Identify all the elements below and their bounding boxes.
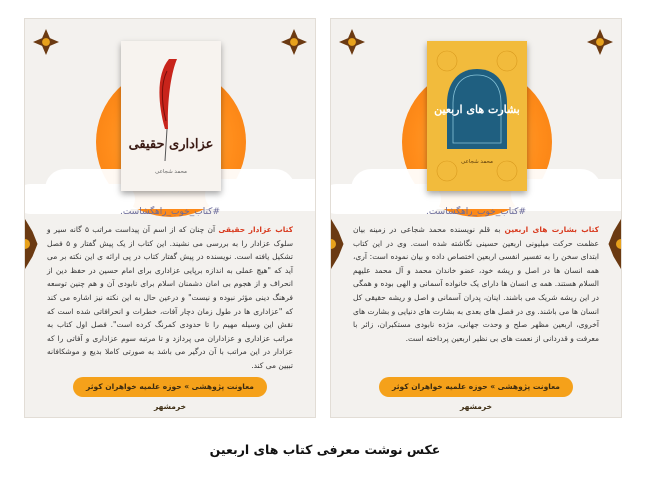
book-cover-right	[427, 41, 527, 191]
ornament-icon	[281, 29, 307, 55]
book-cover-left	[121, 41, 221, 191]
ornament-icon	[339, 29, 365, 55]
ornament-icon	[33, 29, 59, 55]
hashtag: #کتاب_خوب_راهگشاست.	[119, 207, 220, 217]
book-title: بشارت های اربعین	[434, 103, 520, 116]
book-author: محمد شجاعی	[154, 169, 187, 175]
footer-credit: معاونت پژوهشی » حوزه علمیه خواهران کوثر خرمشهر	[379, 377, 573, 397]
book-body: آن چنان که از اسم آن پیداست مراتب ۵ گانه سیر و سلوک عزادار را به بررسی می نشیند. این کتاب از یک پیش گفتار و ۵ فصل تشکیل یافته است. نویسنده در پیش گفتار کتاب در پی ارائه ی این نکته بر می آید که "هیچ عملی به اندازه برپایی عزاداری برای امام حسین در حفظ دین از انحراف و از هجوم بی امان دشمنان اسلام برای نابودی آن و هم چنین توسعه فرهنگ دینی مؤثر نبوده و نیست" و درعین حال به این نکته نیز اشاره می کند که "عزاداری ها در طول زمان دچار آفات، خطرات و انحرافاتی شده است که نقش این وسیله مهیم را تا حدودی کمرنگ کرده است". فصل اول کتاب به مراتب عزاداری و عزاداران می پردازد و تا مرتبه سوم عزاداری و آفاتی را که عزادار در این مراتب با آن درگیر می باشد به صورتی کاملا بدیع و موشکافانه تبیین می کند.	[47, 225, 294, 370]
book-description	[353, 223, 599, 345]
side-ornament-icon	[608, 219, 622, 269]
poster-right	[330, 18, 622, 418]
ornament-icon	[587, 29, 613, 55]
book-title: عزاداری حقیقی	[128, 137, 214, 152]
book-description	[47, 223, 293, 373]
book-author: محمد شجاعی	[460, 159, 493, 165]
image-caption: عکس نوشت معرفی کتاب های اربعین	[209, 442, 441, 457]
hashtag: #کتاب_خوب_راهگشاست.	[425, 207, 526, 217]
footer-credit: معاونت پژوهشی » حوزه علمیه خواهران کوثر خرمشهر	[73, 377, 267, 397]
book-lead: کتاب عزادار حقیقی	[218, 225, 293, 234]
book-body: به قلم نویسنده محمد شجاعی در زمینه بیان عظمت حرکت میلیونی اربعین حسینی نگاشته شده است. وی در این کتاب ابتدای سخن را به تفسیر انفسی اربعین اختصاص داده و بیان نموده است: آری، همه انسان ها در اصل و ریشه خود، عضو خاندان محمد و آل محمد علیهم السلام هستند. همه ی انسان ها دارای یک خانواده آسمانی و الهی بوده و همگی در این ریشه شریک می باشند. اینان، پدران آسمانی و اصل و ریشه حقیقی کل انسان ها می باشند. وی در فصل های بعدی به بشارت های دنیایی و بشارت های آخروی، اربعین مظهر صلح و وحدت جهانی، مژده نابودی مستکبران، زائر با معرفت و قدردانی از نعمت های بی نظیر اربعین پرداخته است.	[353, 225, 599, 343]
side-ornament-icon	[24, 219, 38, 269]
side-ornament-icon	[330, 219, 344, 269]
book-pattern-icon	[427, 41, 527, 191]
poster-left	[24, 18, 316, 418]
book-lead: کتاب بشارت های اربعین	[504, 225, 600, 234]
